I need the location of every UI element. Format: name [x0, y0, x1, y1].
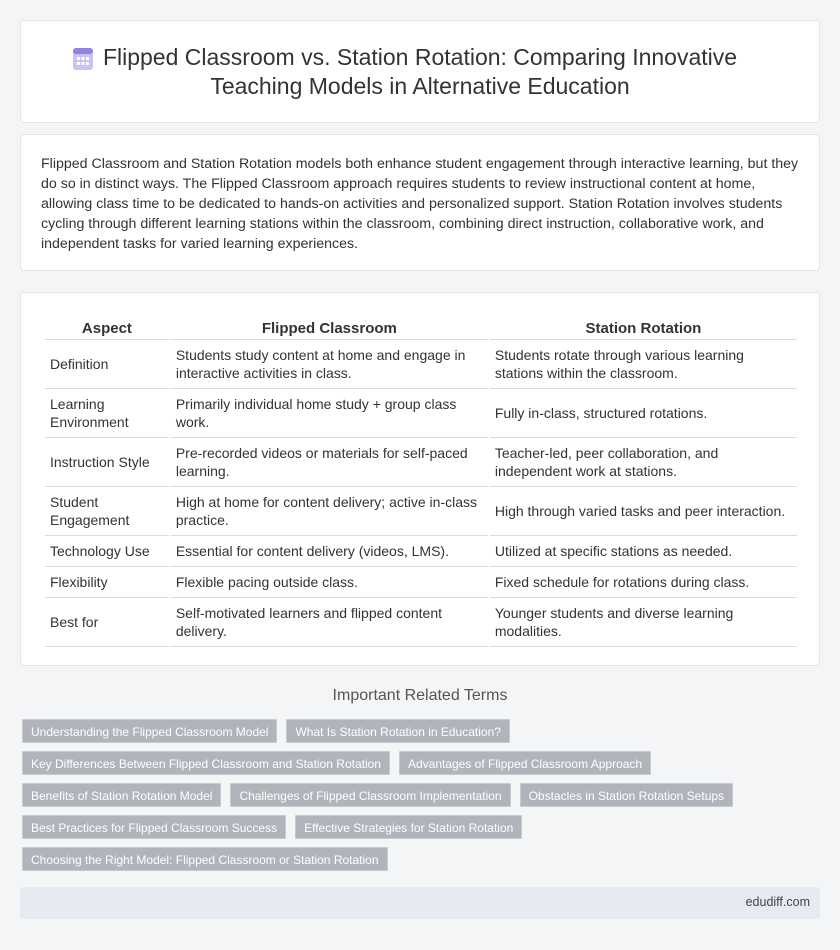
table-cell: Definition [45, 340, 169, 389]
related-term-link[interactable]: Best Practices for Flipped Classroom Success [22, 815, 286, 839]
table-cell: Primarily individual home study + group class work. [171, 389, 488, 438]
table-header-row [45, 314, 797, 340]
table-cell: Instruction Style [45, 438, 169, 487]
related-term-link[interactable]: Advantages of Flipped Classroom Approach [399, 751, 651, 775]
related-terms-list [22, 719, 802, 879]
tag-row [22, 751, 802, 775]
intro-paragraph: Flipped Classroom and Station Rotation models both enhance student engagement through interactive learning, but they do so in distinct ways. The Flipped Classroom approach requires students to review instructional content at home, allowing class time to be dedicated to hands-on activities and personalized support. Station Rotation involves students cycling through different learning stations within the classroom, combining direct instruction, collaborative work, and independent tasks for varied learning experiences. [41, 156, 799, 252]
site-link[interactable]: edudiff.com [745, 895, 810, 909]
tag-row [22, 783, 802, 807]
table-cell: Self-motivated learners and flipped content delivery. [171, 598, 488, 647]
footer [20, 887, 820, 919]
related-term-link[interactable]: Benefits of Station Rotation Model [22, 783, 221, 807]
related-term-link[interactable]: Choosing the Right Model: Flipped Classroom or Station Rotation [22, 847, 388, 871]
tag-row [22, 719, 802, 743]
table-cell: Teacher-led, peer collaboration, and independent work at stations. [490, 438, 797, 487]
table-cell: Best for [45, 598, 169, 647]
table-cell: High through varied tasks and peer interaction. [490, 487, 797, 536]
related-term-link[interactable]: Key Differences Between Flipped Classroom and Station Rotation [22, 751, 390, 775]
table-cell: Flexible pacing outside class. [171, 567, 488, 598]
table-cell: Learning Environment [45, 389, 169, 438]
table-cell: Students rotate through various learning stations within the classroom. [490, 340, 797, 389]
related-term-link[interactable]: Obstacles in Station Rotation Setups [520, 783, 733, 807]
table-cell: Fully in-class, structured rotations. [490, 389, 797, 438]
tag-row [22, 847, 802, 871]
column-header-aspect: Aspect [45, 314, 169, 340]
table-row [45, 536, 797, 567]
table-cell: Students study content at home and engage in interactive activities in class. [171, 340, 488, 389]
comparison-table [43, 314, 799, 647]
table-cell: Pre-recorded videos or materials for self-paced learning. [171, 438, 488, 487]
table-row [45, 340, 797, 389]
table-row [45, 438, 797, 487]
table-cell: Younger students and diverse learning modalities. [490, 598, 797, 647]
column-header-station: Station Rotation [490, 314, 797, 340]
header-card [20, 20, 820, 123]
related-term-link[interactable]: Effective Strategies for Station Rotation [295, 815, 522, 839]
table-cell: Flexibility [45, 567, 169, 598]
table-row [45, 389, 797, 438]
intro-card [20, 134, 820, 271]
tag-row [22, 815, 802, 839]
related-terms-title: Important Related Terms [332, 687, 508, 704]
related-term-link[interactable]: Challenges of Flipped Classroom Implementation [230, 783, 510, 807]
table-cell: Student Engagement [45, 487, 169, 536]
table-row [45, 598, 797, 647]
related-term-link[interactable]: What Is Station Rotation in Education? [286, 719, 509, 743]
table-cell: Essential for content delivery (videos, LMS). [171, 536, 488, 567]
table-row [45, 487, 797, 536]
table-row [45, 567, 797, 598]
table-cell: Technology Use [45, 536, 169, 567]
table-cell: High at home for content delivery; active in-class practice. [171, 487, 488, 536]
column-header-flipped: Flipped Classroom [171, 314, 488, 340]
table-cell: Fixed schedule for rotations during class. [490, 567, 797, 598]
related-term-link[interactable]: Understanding the Flipped Classroom Model [22, 719, 277, 743]
comparison-card [20, 292, 820, 666]
table-cell: Utilized at specific stations as needed. [490, 536, 797, 567]
page-title: Flipped Classroom vs. Station Rotation: Comparing Innovative Teaching Models in Alternative Education [102, 44, 738, 99]
